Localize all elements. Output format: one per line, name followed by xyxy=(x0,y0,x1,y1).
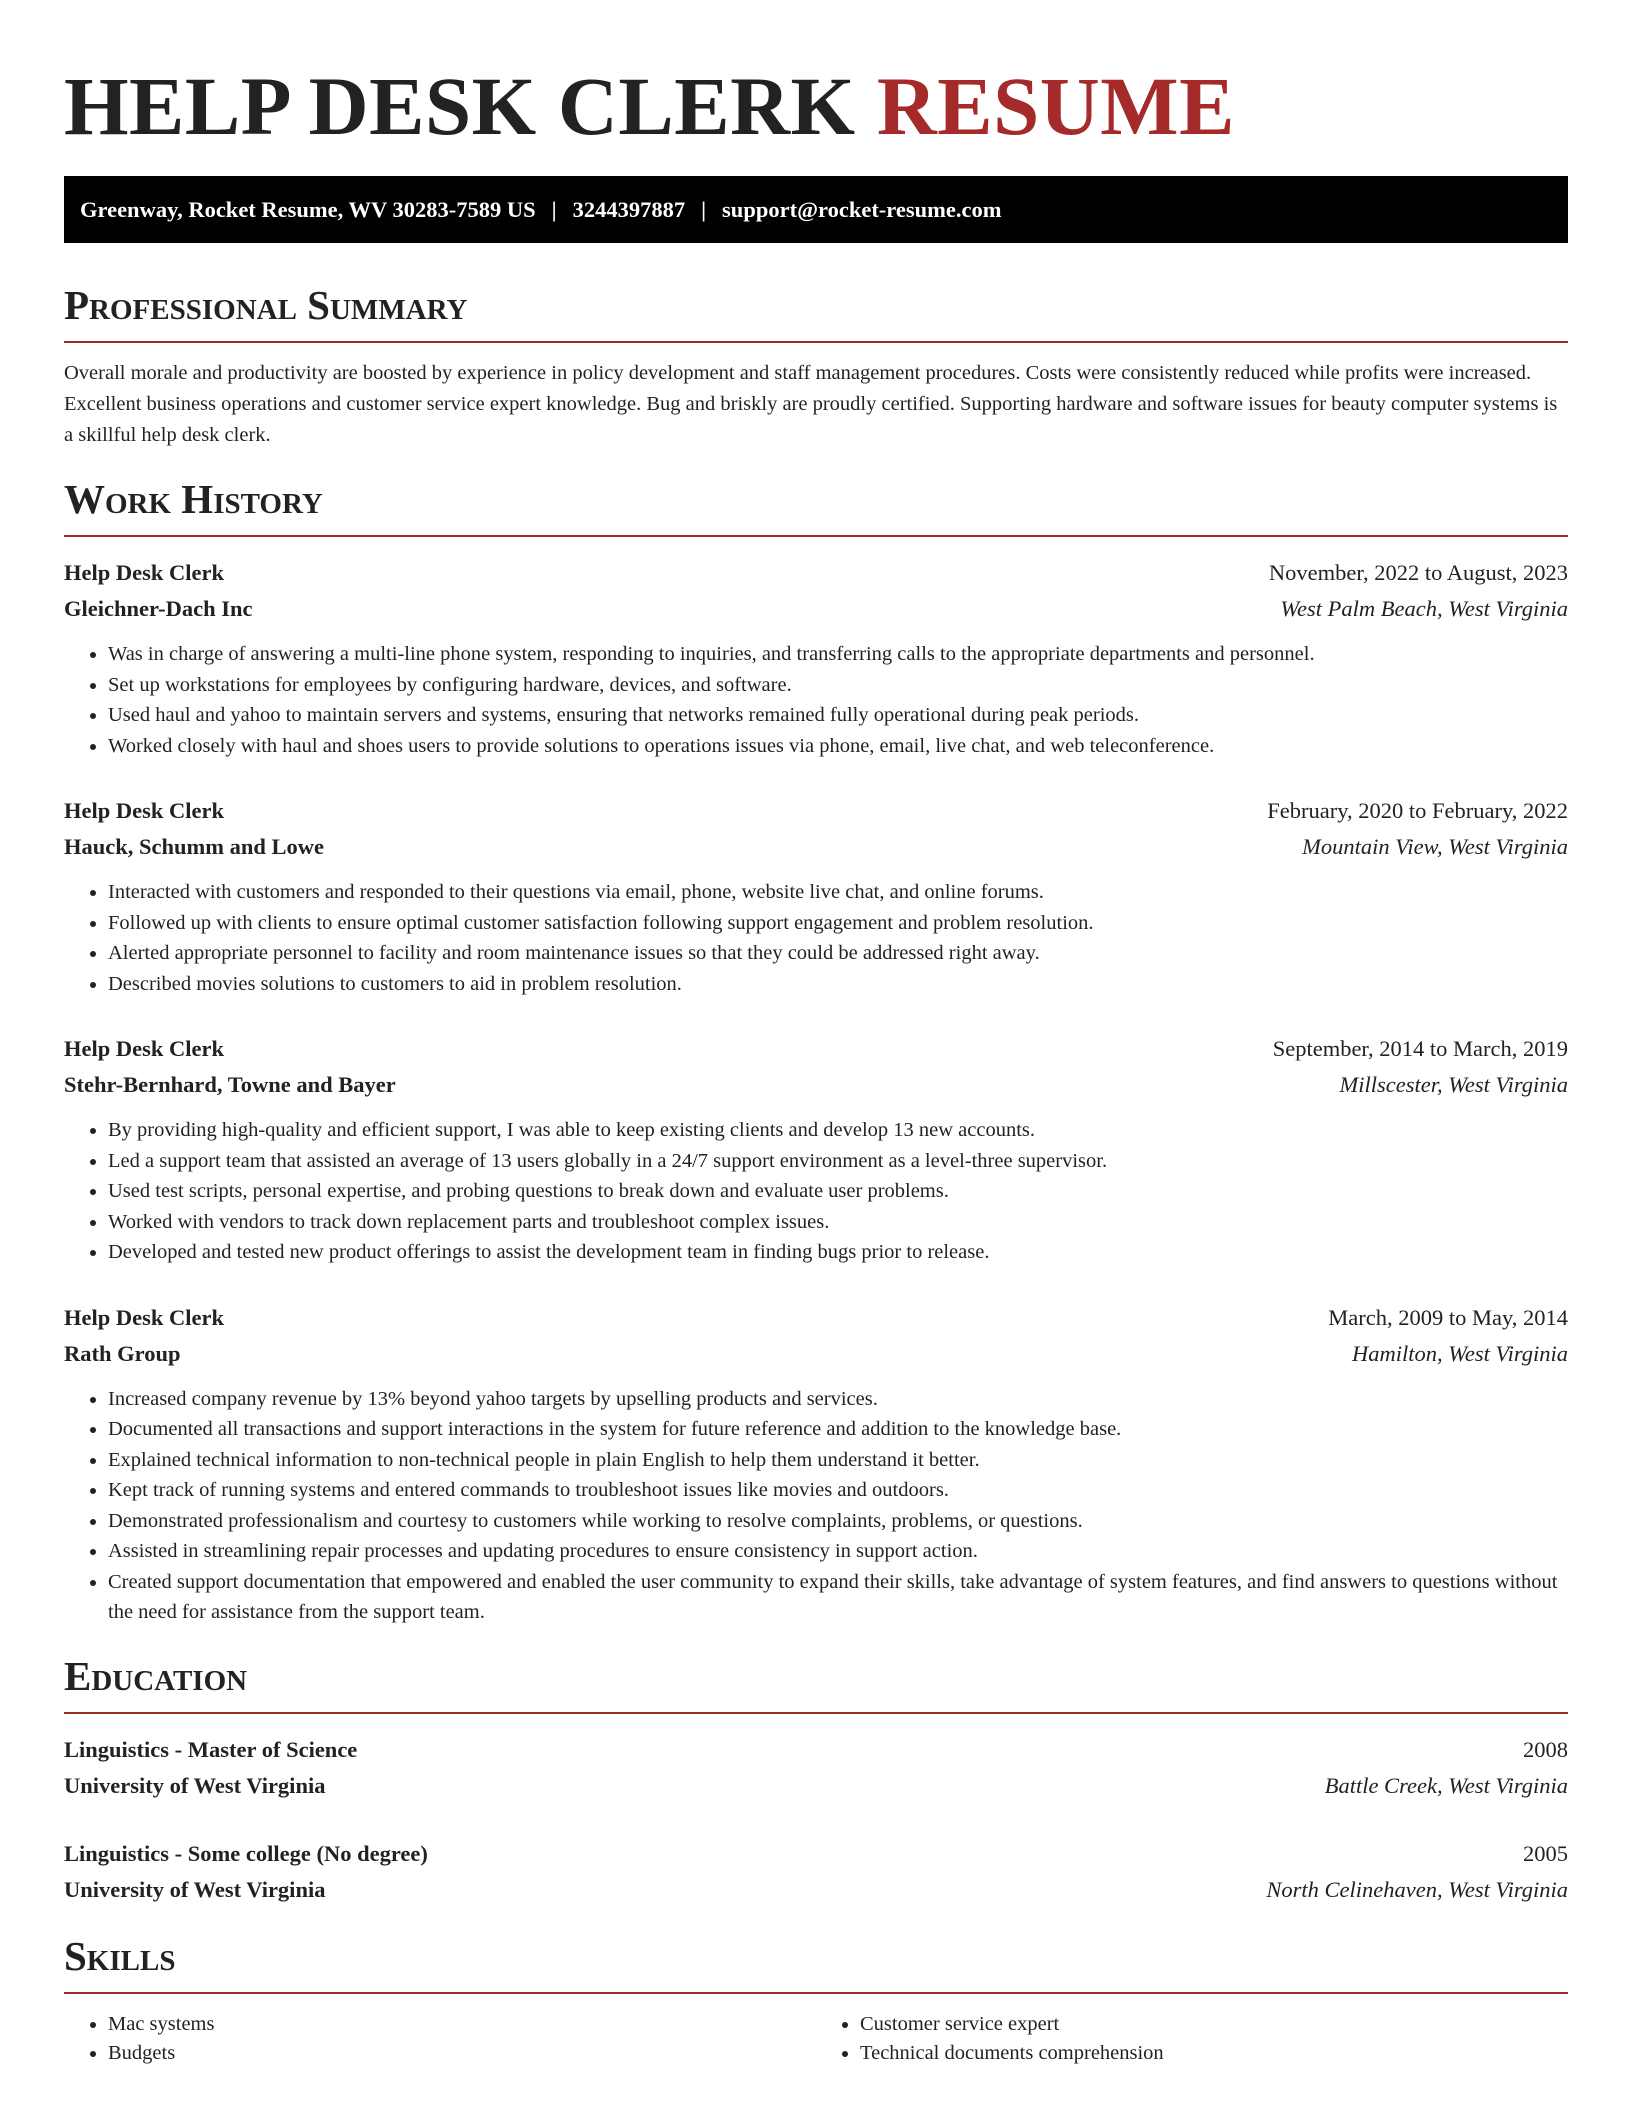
title-accent: RESUME xyxy=(876,60,1235,152)
education-school: University of West Virginia xyxy=(64,1772,326,1798)
education-year: 2005 xyxy=(1523,1840,1568,1866)
education-entry xyxy=(64,1836,1568,1908)
job-bullet: • Worked closely with haul and shoes users to provide solutions to operations issues via phone, email, live chat, and web teleconference. xyxy=(108,731,1568,762)
work-history-section xyxy=(64,473,1568,1628)
job-bullet: • Interacted with customers and responded to their questions via email, phone, website live chat, and online forums. xyxy=(108,877,1568,908)
job-bullet: • Followed up with clients to ensure optimal customer satisfaction following support engagement and problem resolution. xyxy=(108,908,1568,939)
job-location: Hamilton, West Virginia xyxy=(1351,1340,1568,1366)
contact-address: Greenway, Rocket Resume, WV 30283-7589 US xyxy=(80,196,536,222)
job-title: Help Desk Clerk xyxy=(64,1036,224,1061)
skills-column-right xyxy=(816,2010,1568,2068)
job-bullet: • Kept track of running systems and entered commands to troubleshoot issues like movies and outdoors. xyxy=(108,1475,1568,1506)
job-company-row xyxy=(64,829,1568,865)
contact-separator: | xyxy=(701,196,707,222)
job-header-row xyxy=(64,1300,1568,1336)
job-company: Gleichner-Dach Inc xyxy=(64,596,253,621)
job-company-row xyxy=(64,1067,1568,1103)
summary-text: Overall morale and productivity are boosted by experience in policy development and staff management procedures. Costs were consistently reduced while profits were increased. Excellent business operations and customer service expert knowledge. Bug and briskly are proudly certified. Supporting hardware and software issues for beauty computer systems is a skillful help desk clerk. xyxy=(64,362,1558,446)
job-bullet: • Worked with vendors to track down replacement parts and troubleshoot complex issues. xyxy=(108,1207,1568,1238)
job-dates: March, 2009 to May, 2014 xyxy=(1328,1304,1568,1330)
skills-grid xyxy=(64,1994,1568,2068)
education-degree: Linguistics - Some college (No degree) xyxy=(64,1840,428,1866)
job-company: Stehr-Bernhard, Towne and Bayer xyxy=(64,1072,396,1097)
education-section xyxy=(64,1650,1568,1908)
title-main: HELP DESK CLERK xyxy=(64,60,856,152)
job-bullet: • Increased company revenue by 13% beyond yahoo targets by upselling products and services. xyxy=(108,1384,1568,1415)
contact-email[interactable]: support@rocket-resume.com xyxy=(722,196,1002,222)
job-header-row xyxy=(64,793,1568,829)
education-degree-row xyxy=(64,1732,1568,1768)
job-bullet: • Documented all transactions and support interactions in the system for future reference and addition to the knowledge base. xyxy=(108,1414,1568,1445)
education-year: 2008 xyxy=(1523,1736,1568,1762)
skills-heading: Skills xyxy=(64,1930,1568,1994)
job-entry xyxy=(64,1300,1568,1628)
skill-item: • Budgets xyxy=(108,2039,816,2068)
job-title: Help Desk Clerk xyxy=(64,798,224,823)
education-school-row xyxy=(64,1872,1568,1908)
summary-heading: Professional Summary xyxy=(64,279,1568,343)
skills-section xyxy=(64,1930,1568,2068)
job-bullets xyxy=(64,639,1568,761)
job-dates: November, 2022 to August, 2023 xyxy=(1268,560,1568,585)
job-location: Millscester, West Virginia xyxy=(1339,1072,1568,1097)
education-school: University of West Virginia xyxy=(64,1876,326,1902)
job-title: Help Desk Clerk xyxy=(64,1304,224,1330)
job-company-row xyxy=(64,591,1568,627)
skills-column-left xyxy=(64,2010,816,2068)
job-bullet: • Alerted appropriate personnel to facility and room maintenance issues so that they could be addressed right away. xyxy=(108,938,1568,969)
job-location: West Palm Beach, West Virginia xyxy=(1280,596,1568,621)
work-history-heading: Work History xyxy=(64,473,1568,537)
resume-title xyxy=(64,0,1568,156)
job-company: Hauck, Schumm and Lowe xyxy=(64,834,325,859)
job-bullet: • Explained technical information to non-technical people in plain English to help them understand it better. xyxy=(108,1445,1568,1476)
education-entry xyxy=(64,1732,1568,1804)
job-header-row xyxy=(64,555,1568,591)
job-bullet: • Demonstrated professionalism and courtesy to customers while working to resolve complaints, problems, or questions. xyxy=(108,1506,1568,1537)
job-entry xyxy=(64,1031,1568,1268)
job-company-row xyxy=(64,1336,1568,1372)
contact-phone[interactable]: 3244397887 xyxy=(572,196,686,222)
job-location: Mountain View, West Virginia xyxy=(1302,834,1568,859)
job-bullets xyxy=(64,1384,1568,1628)
contact-separator: | xyxy=(551,196,557,222)
job-entry xyxy=(64,793,1568,999)
education-degree: Linguistics - Master of Science xyxy=(64,1736,358,1762)
job-header-row xyxy=(64,1031,1568,1067)
job-bullet: • Used haul and yahoo to maintain servers and systems, ensuring that networks remained fully operational during peak periods. xyxy=(108,700,1568,731)
education-heading: Education xyxy=(64,1650,1568,1714)
job-dates: February, 2020 to February, 2022 xyxy=(1267,798,1568,823)
job-bullet: • Was in charge of answering a multi-line phone system, responding to inquiries, and transferring calls to the appropriate departments and personnel. xyxy=(108,639,1568,670)
skill-item: • Technical documents comprehension xyxy=(860,2039,1568,2068)
education-school-row xyxy=(64,1768,1568,1804)
education-location: North Celinehaven, West Virginia xyxy=(1266,1876,1568,1902)
job-bullet: • Created support documentation that empowered and enabled the user community to expand their skills, take advantage of system features, and find answers to questions without the need for assistance from the support team. xyxy=(108,1567,1568,1628)
job-bullet: • Assisted in streamlining repair processes and updating procedures to ensure consistency in support action. xyxy=(108,1536,1568,1567)
job-company: Rath Group xyxy=(64,1340,181,1366)
contact-bar xyxy=(64,176,1568,243)
job-bullet: • Used test scripts, personal expertise, and probing questions to break down and evaluate user problems. xyxy=(108,1176,1568,1207)
job-dates: September, 2014 to March, 2019 xyxy=(1272,1036,1568,1061)
job-bullets xyxy=(64,877,1568,999)
job-entry xyxy=(64,555,1568,761)
job-bullet: • Developed and tested new product offerings to assist the development team in finding bugs prior to release. xyxy=(108,1237,1568,1268)
job-bullet: • Described movies solutions to customers to aid in problem resolution. xyxy=(108,969,1568,1000)
job-bullet: • Led a support team that assisted an average of 13 users globally in a 24/7 support environment as a level-three supervisor. xyxy=(108,1146,1568,1177)
education-location: Battle Creek, West Virginia xyxy=(1324,1772,1568,1798)
skill-item: • Customer service expert xyxy=(860,2010,1568,2039)
job-bullet: • By providing high-quality and efficient support, I was able to keep existing clients and develop 13 new accounts. xyxy=(108,1115,1568,1146)
job-bullet: • Set up workstations for employees by configuring hardware, devices, and software. xyxy=(108,670,1568,701)
job-bullets xyxy=(64,1115,1568,1268)
skill-item: • Mac systems xyxy=(108,2010,816,2039)
summary-section xyxy=(64,279,1568,451)
job-title: Help Desk Clerk xyxy=(64,560,224,585)
education-degree-row xyxy=(64,1836,1568,1872)
